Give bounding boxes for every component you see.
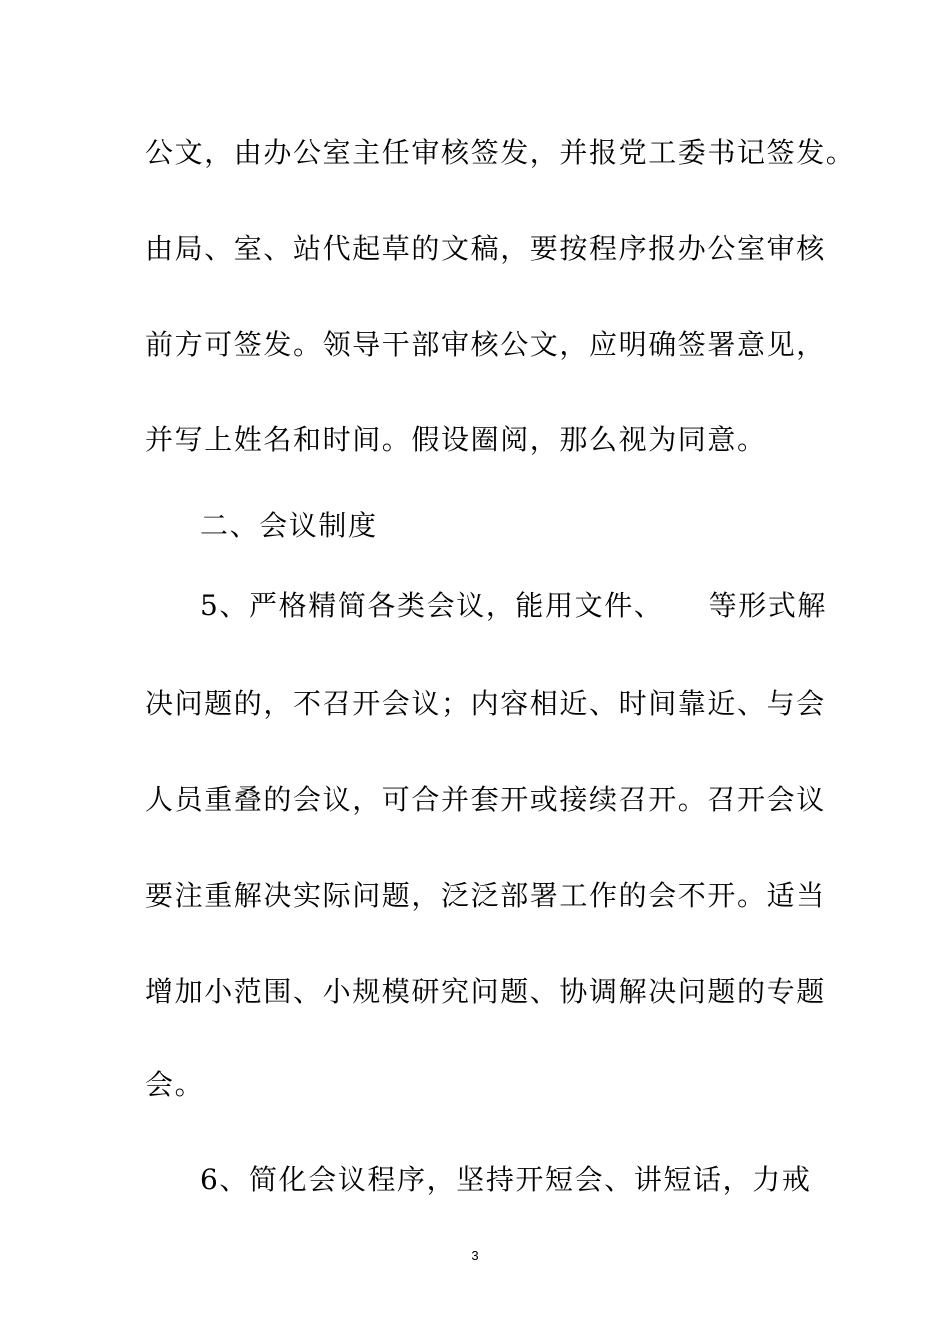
page-number: 3 [471,1248,479,1263]
section-heading: 二、会议制度 [200,509,378,542]
text-line: 5、严格精简各类会议，能用文件、 等形式解 [200,589,828,622]
text-line: 公文，由办公室主任审核签发，并报党工委书记签发。 [145,136,856,169]
text-line: 会。 [145,1068,205,1101]
text-line: 决问题的，不召开会议；内容相近、时间靠近、与会 [145,687,826,720]
text-line: 6、简化会议程序，坚持开短会、讲短话，力戒 [200,1163,812,1196]
text-line: 由局、室、站代起草的文稿，要按程序报办公室审核 [145,232,826,265]
text-line: 并写上姓名和时间。假设圈阅，那么视为同意。 [145,423,767,456]
text-line: 要注重解决实际问题，泛泛部署工作的会不开。适当 [145,879,826,912]
text-line: 前方可签发。领导干部审核公文，应明确签署意见， [145,328,826,361]
text-line: 人员重叠的会议，可合并套开或接续召开。召开会议 [145,783,826,816]
text-line: 增加小范围、小规模研究问题、协调解决问题的专题 [145,975,826,1008]
